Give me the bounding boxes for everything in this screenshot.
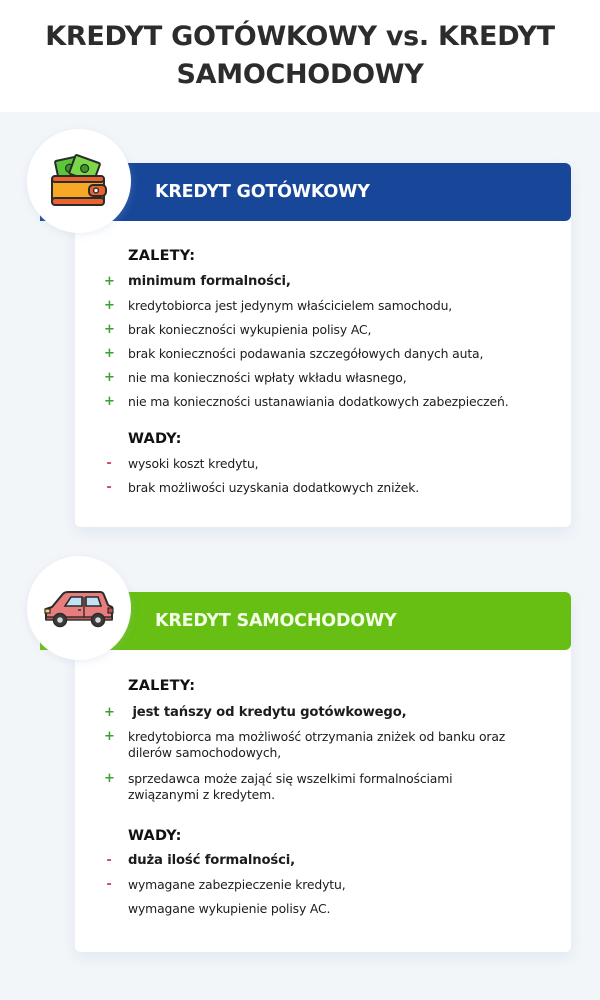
list-item [104,480,554,504]
car-icon [42,587,116,629]
cash-loan-pros-heading: ZALETY: [128,248,196,264]
cash-loan-cons-list [104,456,554,504]
plus-icon: + [104,298,115,313]
list-item [104,298,554,322]
plus-icon: + [104,771,115,786]
plus-icon: + [104,729,115,744]
list-item-text: brak możliwości uzyskania dodatkowych zniżek. [128,480,420,495]
list-item-text: kredytobiorca ma możliwość otrzymania zniżek od banku oraz dilerów samochodowych, [128,729,506,760]
minus-icon: - [106,456,112,471]
cash-loan-banner-title: KREDYT GOTÓWKOWY [155,182,370,202]
list-item-text: nie ma konieczności wpłaty wkładu własnego, [128,370,407,385]
car-loan-cons-heading: WADY: [128,828,182,844]
car-loan-cons-list [104,853,554,925]
cash-loan-pros-list [104,274,554,418]
list-item [104,370,554,394]
list-item [104,901,554,925]
cash-loan-cons-heading: WADY: [128,431,182,447]
page-title: KREDYT GOTÓWKOWY vs. KREDYT SAMOCHODOWY [45,21,555,90]
list-item [104,456,554,480]
cash-loan-icon-circle [27,129,131,233]
list-item [104,274,554,298]
car-loan-banner-title: KREDYT SAMOCHODOWY [155,611,397,631]
plus-icon: + [104,322,115,337]
minus-icon: - [106,877,112,892]
list-item [104,346,554,370]
list-item-text: wymagane wykupienie polisy AC. [128,901,331,916]
plus-icon: + [104,370,115,385]
car-loan-content [104,675,554,925]
list-item-text: brak konieczności wykupienia polisy AC, [128,322,372,337]
list-item-text: nie ma konieczności ustanawiania dodatkowych zabezpieczeń. [128,394,509,409]
list-item-text: kredytobiorca jest jedynym właścicielem samochodu, [128,298,453,313]
list-item-text: wymagane zabezpieczenie kredytu, [128,877,346,892]
plus-icon: + [104,346,115,361]
plus-icon: + [104,705,115,720]
plus-icon: + [104,394,115,409]
list-item [104,877,554,901]
list-item [104,394,554,418]
list-item [104,705,554,729]
minus-icon: - [106,853,112,868]
list-item [104,322,554,346]
list-item [104,771,554,813]
list-item-text: minimum formalności, [128,274,291,289]
cash-loan-content [104,245,554,504]
list-item-text: brak konieczności podawania szczegółowych danych auta, [128,346,484,361]
list-item-text: duża ilość formalności, [128,853,296,868]
list-item-text: jest tańszy od kredytu gotówkowego, [128,705,407,720]
car-loan-pros-heading: ZALETY: [128,678,196,694]
list-item [104,729,554,771]
plus-icon: + [104,274,115,289]
page-header [0,0,600,112]
list-item [104,853,554,877]
list-item-text: wysoki koszt kredytu, [128,456,259,471]
car-loan-icon-circle [27,556,131,660]
wallet-icon [49,154,109,208]
minus-icon: - [106,480,112,495]
car-loan-pros-list [104,705,554,813]
list-item-text: sprzedawca może zająć się wszelkimi formalnościami związanymi z kredytem. [128,771,453,802]
